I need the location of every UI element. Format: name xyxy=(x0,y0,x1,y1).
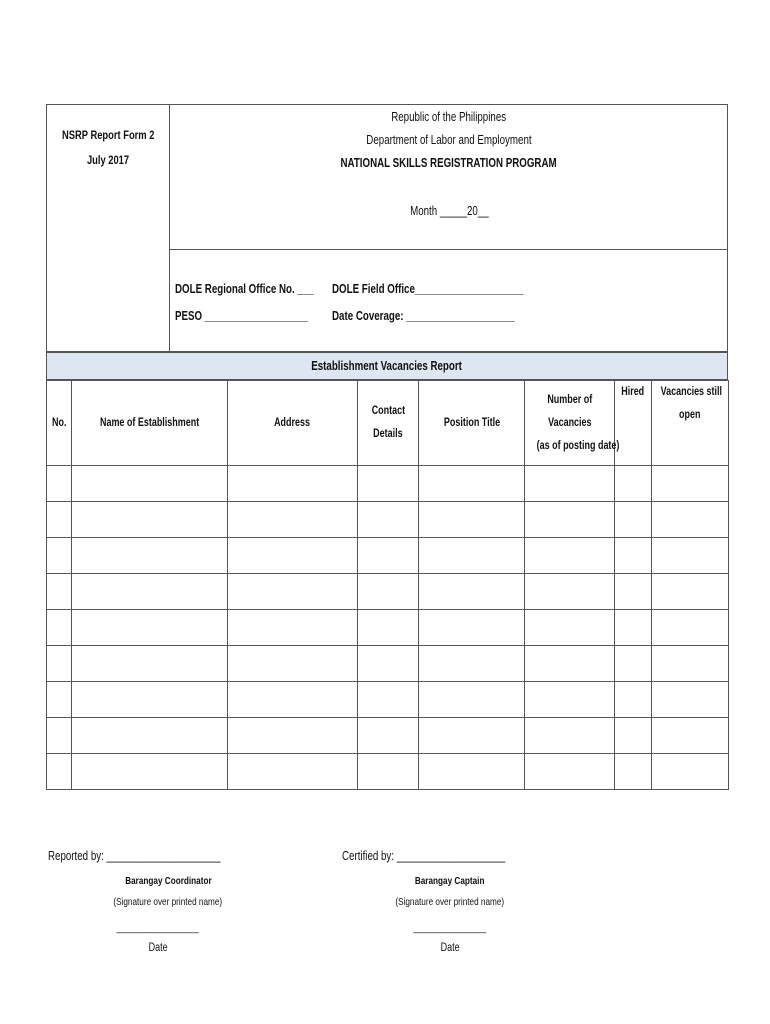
col-open-cell[interactable] xyxy=(652,574,729,610)
col-address-cell[interactable] xyxy=(228,682,358,718)
col-no-cell[interactable] xyxy=(47,610,72,646)
col-establishment-cell[interactable] xyxy=(72,610,228,646)
col-establishment-cell[interactable] xyxy=(72,682,228,718)
col-open-cell[interactable] xyxy=(652,754,729,790)
header-divider xyxy=(170,249,728,250)
col-hired-cell[interactable] xyxy=(615,646,652,682)
col-position-cell[interactable] xyxy=(419,502,525,538)
table-row xyxy=(47,646,729,682)
col-no-cell[interactable] xyxy=(47,538,72,574)
col-vacancies-header: Number of Vacancies (as of posting date) xyxy=(525,381,615,466)
table-row xyxy=(47,718,729,754)
col-contact-cell[interactable] xyxy=(358,754,419,790)
col-contact-cell[interactable] xyxy=(358,646,419,682)
col-hired-header: Hired xyxy=(615,381,652,466)
col-contact-header: Contact Details xyxy=(358,381,419,466)
col-no-cell[interactable] xyxy=(47,754,72,790)
form-date: July 2017 xyxy=(86,153,130,167)
date-coverage-field: Date Coverage: ____________________ xyxy=(332,309,515,323)
field-office-field: DOLE Field Office____________________ xyxy=(332,282,524,296)
certified-signature-note: (Signature over printed name) xyxy=(395,896,505,908)
col-contact-cell[interactable] xyxy=(358,610,419,646)
col-establishment-cell[interactable] xyxy=(72,754,228,790)
col-vacancies-cell[interactable] xyxy=(525,718,615,754)
col-vacancies-cell[interactable] xyxy=(525,610,615,646)
col-address-cell[interactable] xyxy=(228,718,358,754)
col-address-cell[interactable] xyxy=(228,538,358,574)
col-establishment-cell[interactable] xyxy=(72,646,228,682)
col-address-header: Address xyxy=(228,381,358,466)
peso-field: PESO ___________________ xyxy=(175,309,308,323)
col-no-cell[interactable] xyxy=(47,466,72,502)
col-position-cell[interactable] xyxy=(419,718,525,754)
col-vacancies-cell[interactable] xyxy=(525,682,615,718)
col-vacancies-cell[interactable] xyxy=(525,646,615,682)
republic-line: Republic of the Philippines xyxy=(391,110,507,124)
reported-by-line: Reported by: _____________________ xyxy=(48,849,221,863)
reported-signature-note: (Signature over printed name) xyxy=(113,896,223,908)
col-establishment-cell[interactable] xyxy=(72,718,228,754)
table-body xyxy=(47,466,729,790)
col-address-cell[interactable] xyxy=(228,466,358,502)
col-hired-cell[interactable] xyxy=(615,610,652,646)
col-contact-cell[interactable] xyxy=(358,502,419,538)
month-line: Month _____20__ xyxy=(409,204,489,218)
department-line: Department of Labor and Employment xyxy=(366,133,532,147)
reported-role: Barangay Coordinator xyxy=(124,875,212,887)
col-no-cell[interactable] xyxy=(47,574,72,610)
col-open-cell[interactable] xyxy=(652,466,729,502)
program-title: NATIONAL SKILLS REGISTRATION PROGRAM xyxy=(340,156,558,170)
col-hired-cell[interactable] xyxy=(615,574,652,610)
col-hired-cell[interactable] xyxy=(615,538,652,574)
col-vacancies-cell[interactable] xyxy=(525,754,615,790)
col-position-cell[interactable] xyxy=(419,538,525,574)
col-open-cell[interactable] xyxy=(652,718,729,754)
col-open-cell[interactable] xyxy=(652,610,729,646)
certified-role: Barangay Captain xyxy=(415,875,485,887)
col-position-cell[interactable] xyxy=(419,754,525,790)
table-row xyxy=(47,466,729,502)
col-no-cell[interactable] xyxy=(47,502,72,538)
col-address-cell[interactable] xyxy=(228,502,358,538)
certified-date-line: ________________ xyxy=(413,922,487,934)
col-vacancies-cell[interactable] xyxy=(525,502,615,538)
col-position-header: Position Title xyxy=(419,381,525,466)
table-row xyxy=(47,574,729,610)
col-address-cell[interactable] xyxy=(228,610,358,646)
col-address-cell[interactable] xyxy=(228,646,358,682)
certified-by-line: Certified by: ____________________ xyxy=(342,849,506,863)
col-open-cell[interactable] xyxy=(652,682,729,718)
col-vacancies-cell[interactable] xyxy=(525,538,615,574)
col-open-cell[interactable] xyxy=(652,502,729,538)
col-establishment-header: Name of Establishment xyxy=(72,381,228,466)
col-establishment-cell[interactable] xyxy=(72,466,228,502)
vacancies-table xyxy=(46,380,729,790)
table-row xyxy=(47,538,729,574)
col-no-header: No. xyxy=(47,381,72,466)
table-title: Establishment Vacancies Report xyxy=(46,352,728,380)
table-row xyxy=(47,754,729,790)
col-address-cell[interactable] xyxy=(228,754,358,790)
reported-date-label: Date xyxy=(148,942,168,954)
col-contact-cell[interactable] xyxy=(358,574,419,610)
col-vacancies-cell[interactable] xyxy=(525,574,615,610)
col-contact-cell[interactable] xyxy=(358,682,419,718)
col-contact-cell[interactable] xyxy=(358,718,419,754)
col-position-cell[interactable] xyxy=(419,466,525,502)
table-row xyxy=(47,682,729,718)
col-address-cell[interactable] xyxy=(228,574,358,610)
col-open-cell[interactable] xyxy=(652,646,729,682)
regional-office-field: DOLE Regional Office No. ___ xyxy=(175,282,314,296)
col-establishment-cell[interactable] xyxy=(72,574,228,610)
col-position-cell[interactable] xyxy=(419,682,525,718)
table-row xyxy=(47,502,729,538)
col-no-cell[interactable] xyxy=(47,718,72,754)
col-open-cell[interactable] xyxy=(652,538,729,574)
reported-date-line: __________________ xyxy=(117,922,199,934)
col-no-cell[interactable] xyxy=(47,682,72,718)
col-contact-cell[interactable] xyxy=(358,538,419,574)
col-establishment-cell[interactable] xyxy=(72,538,228,574)
col-contact-cell[interactable] xyxy=(358,466,419,502)
col-open-header: Vacancies still open xyxy=(652,381,729,466)
table-row xyxy=(47,610,729,646)
col-position-cell[interactable] xyxy=(419,610,525,646)
col-no-cell[interactable] xyxy=(47,646,72,682)
col-position-cell[interactable] xyxy=(419,646,525,682)
col-hired-cell[interactable] xyxy=(615,466,652,502)
table-header-row xyxy=(47,381,729,466)
col-hired-cell[interactable] xyxy=(615,682,652,718)
col-hired-cell[interactable] xyxy=(615,754,652,790)
col-hired-cell[interactable] xyxy=(615,502,652,538)
form-id-label: NSRP Report Form 2 xyxy=(61,128,155,142)
col-position-cell[interactable] xyxy=(419,574,525,610)
certified-date-label: Date xyxy=(440,942,460,954)
col-vacancies-cell[interactable] xyxy=(525,466,615,502)
col-hired-cell[interactable] xyxy=(615,718,652,754)
col-establishment-cell[interactable] xyxy=(72,502,228,538)
